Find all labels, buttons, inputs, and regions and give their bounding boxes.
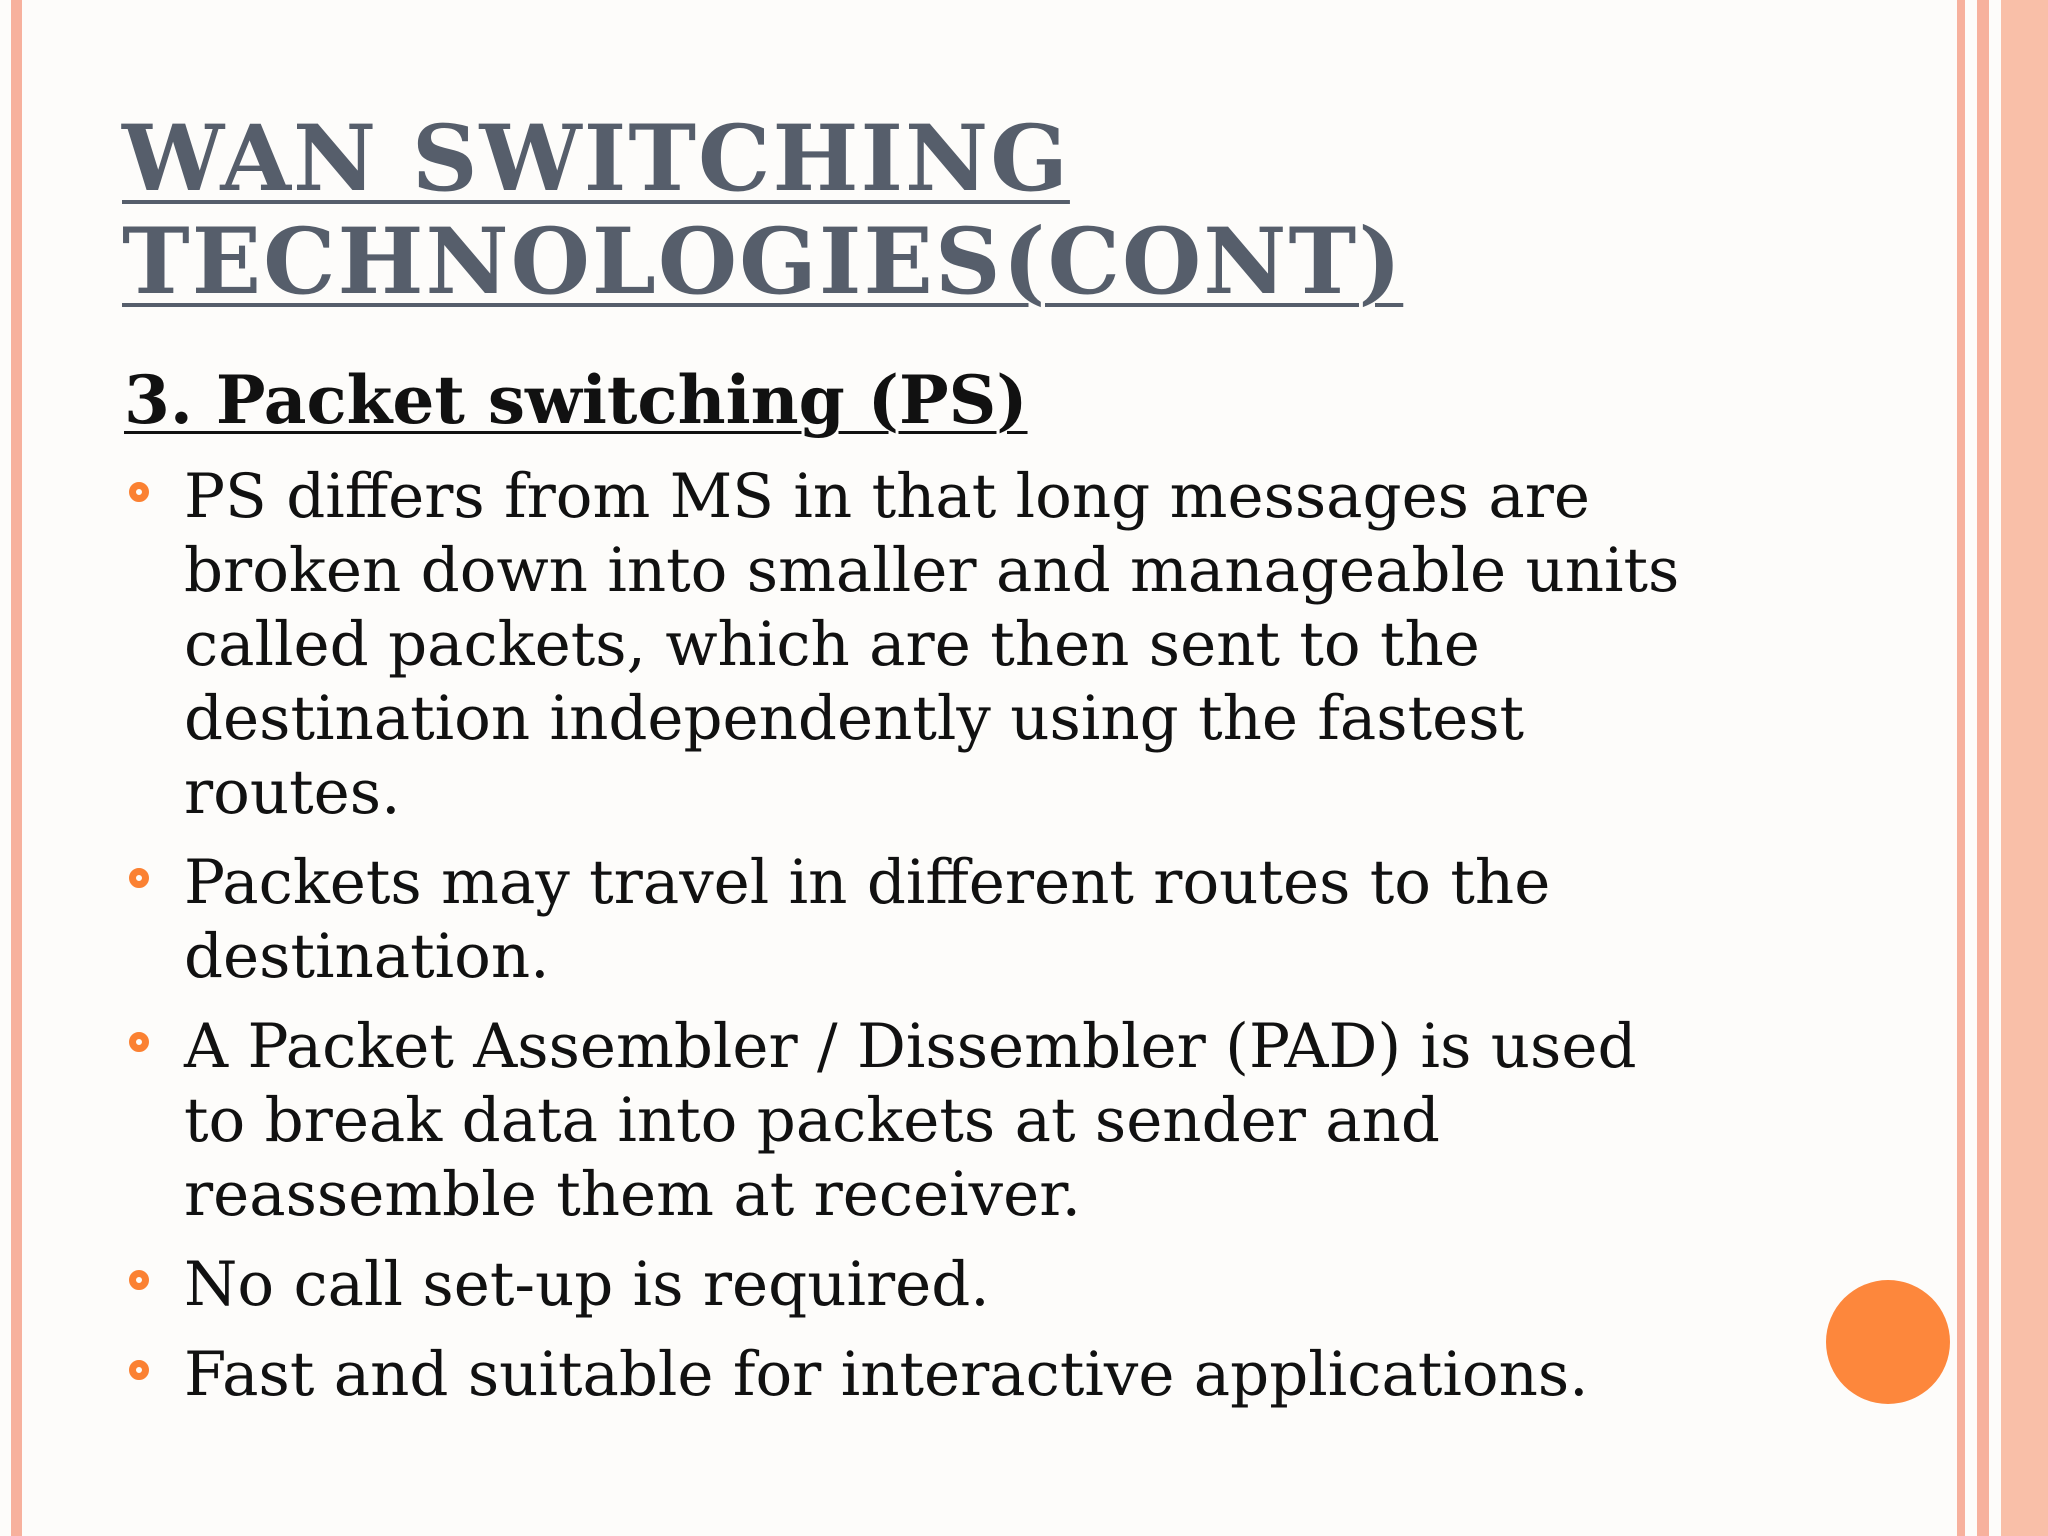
slide-title-line-1: WAN SWITCHING: [122, 106, 1070, 212]
slide-title: [122, 108, 1822, 314]
slide-title-line-2: TECHNOLOGIES(CONT): [122, 209, 1404, 315]
bullet-item: [124, 1248, 1714, 1322]
bullet-item: [124, 1010, 1714, 1232]
bullet-text: Fast and suitable for interactive applications.: [184, 1339, 1589, 1410]
ring-bullet-icon: [129, 1270, 149, 1290]
left-decorative-bar: [11, 0, 22, 1536]
ring-bullet-icon: [129, 1360, 149, 1380]
bullet-item: [124, 846, 1714, 994]
bullet-text: No call set-up is required.: [184, 1249, 990, 1320]
right-decorative-stripe-2: [1977, 0, 1989, 1536]
ring-bullet-icon: [129, 1032, 149, 1052]
ring-bullet-icon: [129, 868, 149, 888]
right-decorative-stripe-1: [1957, 0, 1965, 1536]
bullet-text: A Packet Assembler / Dissembler (PAD) is used to break data into packets at sender and reassemble them at receiver.: [184, 1011, 1637, 1230]
bullet-item: [124, 1338, 1714, 1412]
bullet-text: Packets may travel in different routes to the destination.: [184, 847, 1551, 992]
section-heading: 3. Packet switching (PS): [124, 361, 1028, 439]
bullet-text: PS differs from MS in that long messages are broken down into smaller and manageable units called packets, which are then sent to the destination independently using the fastest routes.: [184, 461, 1680, 828]
right-decorative-stripe-3: [2001, 0, 2048, 1536]
bullet-item: [124, 460, 1714, 830]
orange-circle-decoration: [1826, 1280, 1950, 1404]
ring-bullet-icon: [129, 482, 149, 502]
bullet-list: [124, 460, 1714, 1428]
